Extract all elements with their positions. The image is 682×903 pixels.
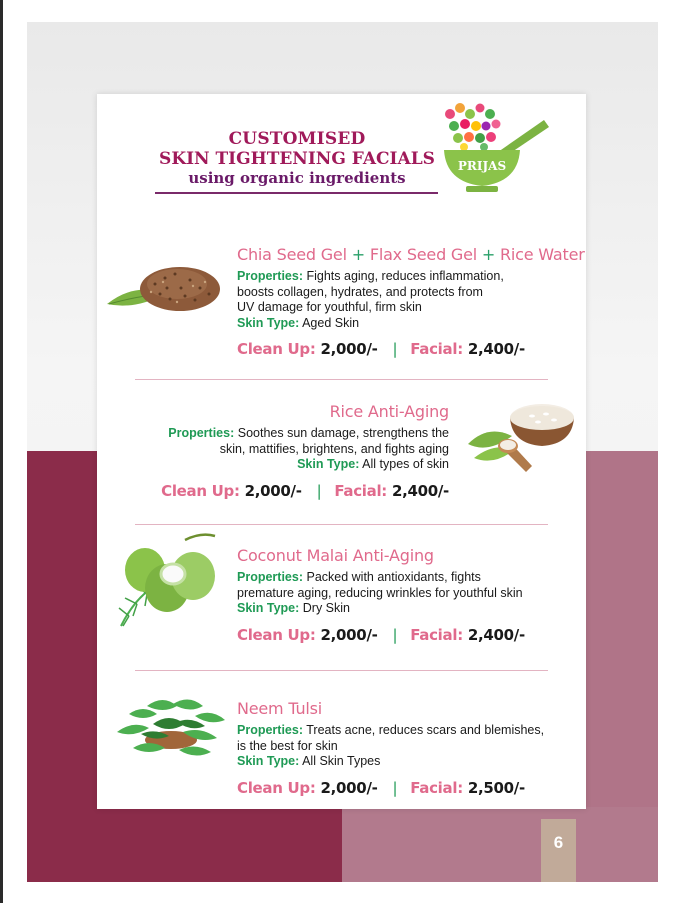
clean-up-label: Clean Up: <box>237 778 316 797</box>
treatment-1-body <box>237 269 585 331</box>
skin-type-label: Skin Type: <box>297 457 360 471</box>
treatment-4-properties-line-2: is the best for skin <box>237 738 338 753</box>
clean-up-label: Clean Up: <box>237 625 316 644</box>
treatment-1-title <box>237 245 585 264</box>
price-separator: | <box>392 340 398 358</box>
title-line-2: SKIN TIGHTENING FACIALS <box>159 149 435 169</box>
viewer-edge <box>0 0 3 903</box>
rice-bowl-image <box>460 384 580 479</box>
brochure-page <box>27 22 658 882</box>
plus-sign: + <box>481 245 496 264</box>
price-separator: | <box>392 778 398 797</box>
logo-mortar-base <box>466 186 498 192</box>
properties-label: Properties: <box>168 426 235 440</box>
treatment-4-prices <box>237 779 544 797</box>
title-underline <box>155 192 438 194</box>
section-divider <box>135 524 548 525</box>
treatment-2-properties-line-1: Soothes sun damage, strengthens the <box>237 426 449 440</box>
treatment-3 <box>237 546 525 644</box>
page-number: 6 <box>541 819 576 882</box>
treatment-1-prices <box>237 340 585 358</box>
treatment-3-skin-type: Dry Skin <box>302 601 350 615</box>
title-line-3: using organic ingredients <box>188 169 406 187</box>
treatment-2-skin-type: All types of skin <box>362 457 449 471</box>
treatment-1-properties-line-1: Fights aging, reduces inflammation, <box>306 269 504 283</box>
logo-text: PRIJAS <box>457 159 507 173</box>
skin-type-label: Skin Type: <box>237 601 300 615</box>
treatment-4-properties-line-1: Treats acne, reduces scars and blemishes, <box>306 723 545 737</box>
clean-up-label: Clean Up: <box>237 340 316 358</box>
treatment-1-properties-line-3: UV damage for youthful, firm skin <box>237 300 422 314</box>
treatment-2-title: Rice Anti-Aging <box>329 402 449 421</box>
skin-type-label: Skin Type: <box>237 315 300 330</box>
neem-tulsi-leaves-image <box>113 692 228 762</box>
logo-flowers <box>445 103 501 151</box>
treatment-3-clean-up-price: 2,000/- <box>320 625 378 644</box>
green-coconuts-image <box>115 530 225 630</box>
treatment-3-prices <box>237 626 525 644</box>
flax-chia-seeds-image <box>105 244 225 324</box>
facial-label: Facial: <box>410 778 463 797</box>
treatment-1-skin-type: Aged Skin <box>302 315 360 330</box>
treatment-2-prices <box>137 482 449 500</box>
treatment-3-facial-price: 2,400/- <box>467 625 525 644</box>
treatment-3-properties-line-2: premature aging, reducing wrinkles for youthful skin <box>237 585 523 600</box>
price-separator: | <box>392 625 398 644</box>
treatment-2 <box>137 402 449 500</box>
facial-label: Facial: <box>334 481 387 500</box>
treatment-1-properties-line-2: boosts collagen, hydrates, and protects from <box>237 284 483 299</box>
treatment-2-body <box>137 426 449 473</box>
section-divider <box>135 379 548 380</box>
treatment-1-ingredient-3: Rice Water <box>500 245 585 264</box>
facial-label: Facial: <box>410 625 463 644</box>
price-separator: | <box>316 481 322 500</box>
background-band-mauve-lower <box>342 807 658 882</box>
content-card <box>97 94 586 809</box>
treatment-4-clean-up-price: 2,000/- <box>320 778 378 797</box>
section-divider <box>135 670 548 671</box>
treatment-2-clean-up-price: 2,000/- <box>244 481 302 500</box>
treatment-1-ingredient-1: Chia Seed Gel <box>237 245 347 264</box>
treatment-2-facial-price: 2,400/- <box>391 481 449 500</box>
treatment-1-ingredient-2: Flax Seed Gel <box>369 245 478 264</box>
treatment-1-facial-price: 2,400/- <box>467 340 525 358</box>
treatment-3-title: Coconut Malai Anti-Aging <box>237 546 434 565</box>
plus-sign: + <box>351 245 365 264</box>
treatment-2-properties-line-2: skin, mattifies, brightens, and fights aging <box>219 441 449 456</box>
properties-label: Properties: <box>237 269 303 283</box>
facial-label: Facial: <box>410 340 463 358</box>
properties-label: Properties: <box>237 570 303 584</box>
skin-type-label: Skin Type: <box>237 754 300 768</box>
title-line-1: CUSTOMISED <box>228 129 366 149</box>
treatment-4-facial-price: 2,500/- <box>467 778 525 797</box>
treatment-3-body <box>237 570 525 617</box>
treatment-1 <box>237 245 585 358</box>
treatment-4-body <box>237 723 544 770</box>
treatment-4 <box>237 699 544 797</box>
clean-up-label: Clean Up: <box>161 481 240 500</box>
treatment-3-properties-line-1: Packed with antioxidants, fights <box>306 570 481 584</box>
treatment-4-skin-type: All Skin Types <box>302 754 381 768</box>
properties-label: Properties: <box>237 723 303 737</box>
treatment-1-clean-up-price: 2,000/- <box>320 340 378 358</box>
prijas-logo <box>436 100 556 200</box>
page-title <box>157 129 437 188</box>
treatment-4-title: Neem Tulsi <box>237 699 323 718</box>
